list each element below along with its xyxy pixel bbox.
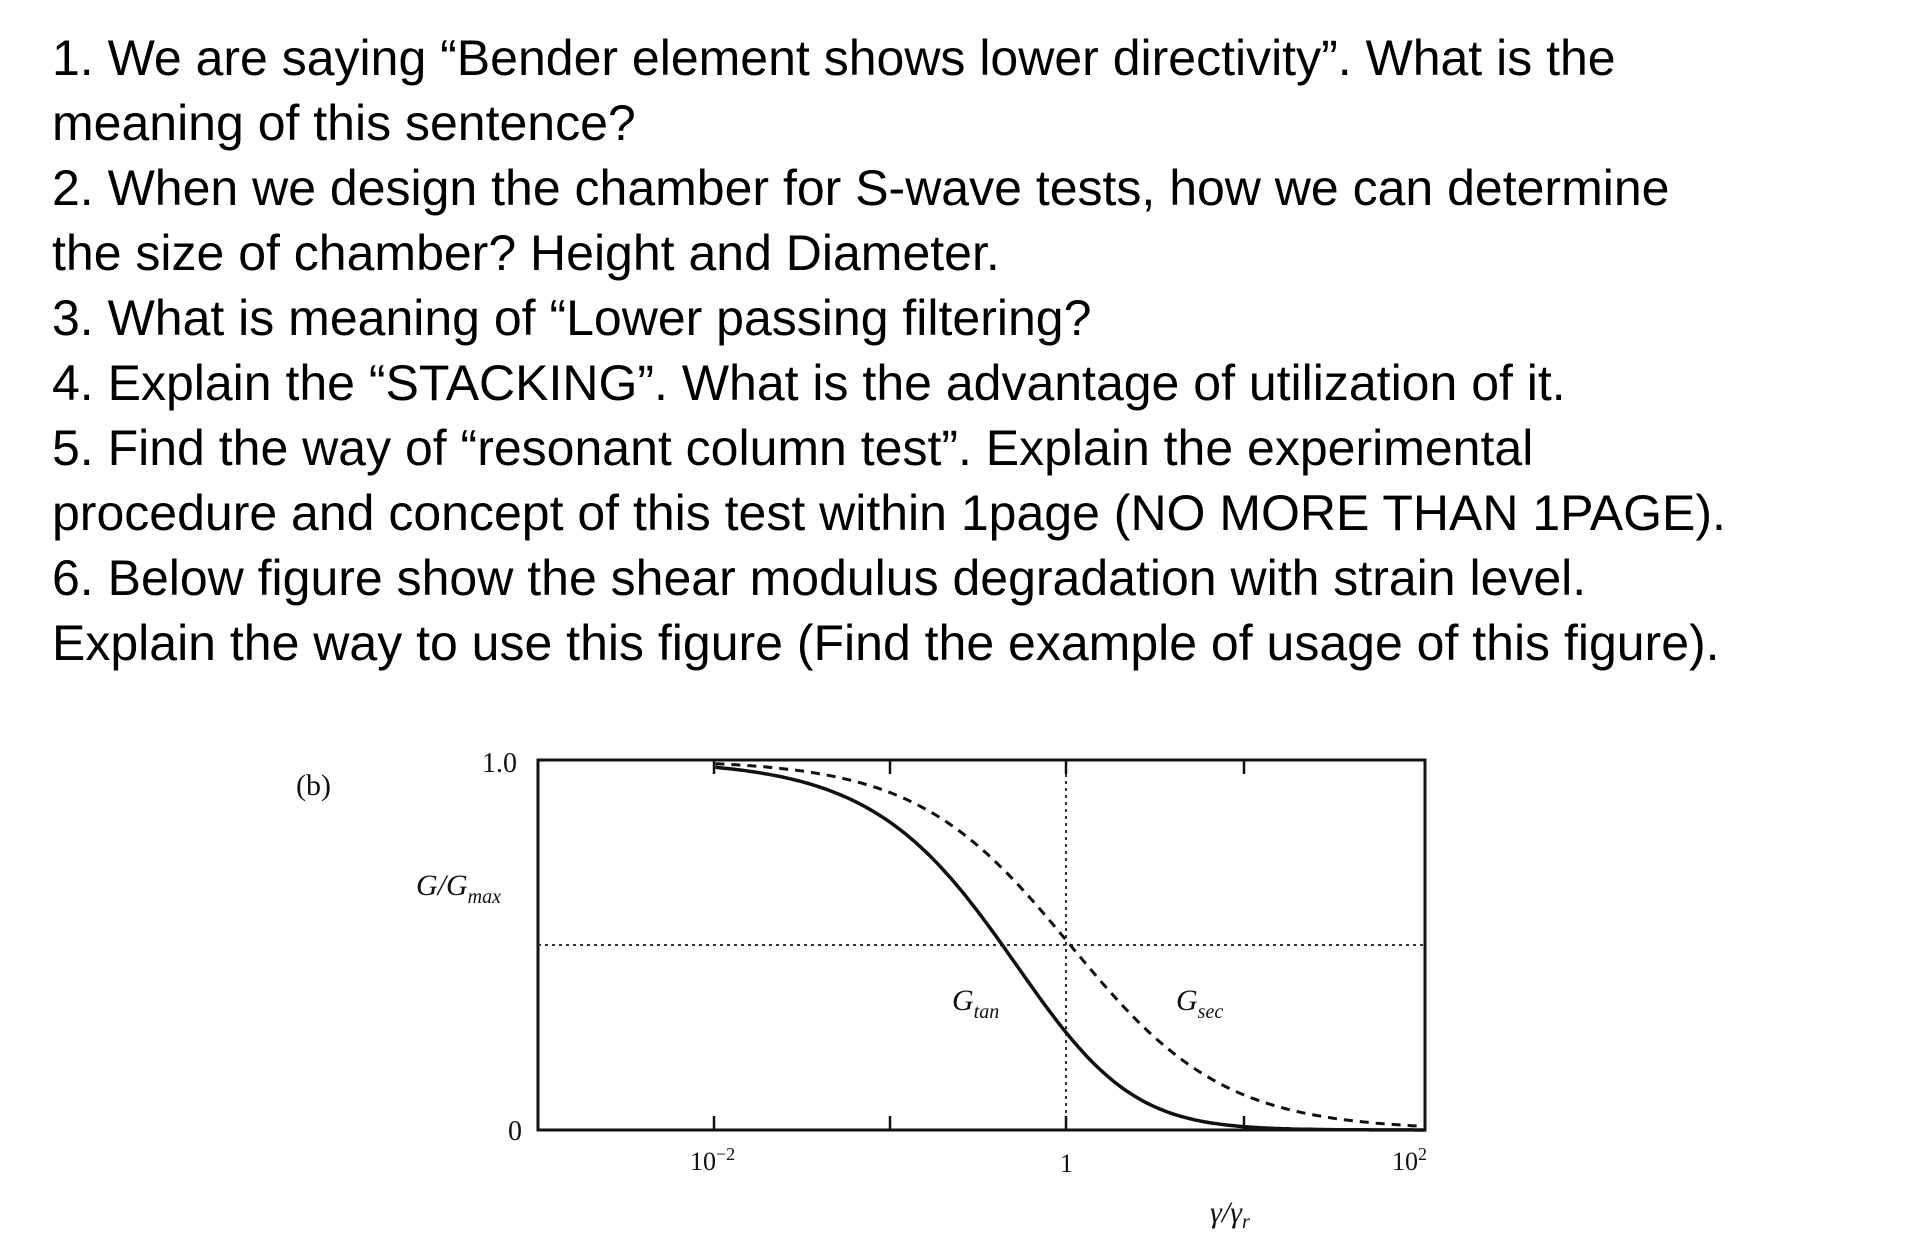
gtan-curve	[715, 767, 1425, 1130]
gsec-label-main: G	[1176, 984, 1198, 1017]
question-5-line-2: procedure and concept of this test within 1page (NO MORE THAN 1PAGE).	[52, 485, 1726, 541]
x-tick-label-3	[1392, 1144, 1427, 1176]
x-tick-label-1-exp: −2	[716, 1144, 736, 1164]
question-3-line-1: 3. What is meaning of “Lower passing filtering?	[52, 290, 1092, 346]
y-tick-label-top: 1.0	[482, 748, 517, 779]
y-tick-label-bottom: 0	[508, 1116, 522, 1147]
x-tick-label-3-base: 10	[1392, 1147, 1418, 1176]
x-tick-label-2	[1060, 1149, 1073, 1178]
question-6-line-2: Explain the way to use this figure (Find the example of usage of this figure).	[52, 615, 1720, 671]
gsec-curve	[715, 764, 1425, 1127]
x-tick-label-3-exp: 2	[1418, 1144, 1427, 1164]
gtan-label-main: G	[952, 984, 974, 1017]
x-tick-label-1	[690, 1144, 735, 1176]
gsec-label-sub: sec	[1197, 1001, 1224, 1023]
y-axis-label-main: G/G	[416, 869, 468, 902]
x-axis-label-sub: r	[1241, 1211, 1250, 1233]
x-tick-label-2-base: 1	[1060, 1149, 1073, 1178]
gsec-label	[1176, 984, 1223, 1023]
question-4-line-1: 4. Explain the “STACKING”. What is the advantage of utilization of it.	[52, 355, 1566, 411]
x-axis-label	[1210, 1196, 1250, 1233]
question-1-line-1: 1. We are saying “Bender element shows lower directivity”. What is the	[52, 30, 1616, 86]
y-axis-label	[416, 869, 501, 908]
y-axis-label-sub: max	[467, 886, 501, 908]
question-2-line-1: 2. When we design the chamber for S-wave tests, how we can determine	[52, 160, 1670, 216]
x-tick-label-1-base: 10	[690, 1147, 716, 1176]
gtan-label	[952, 984, 999, 1023]
gtan-label-sub: tan	[973, 1001, 1000, 1023]
panel-label: (b)	[296, 769, 331, 802]
x-axis-label-main: γ/γ	[1210, 1196, 1242, 1229]
question-2-line-2: the size of chamber? Height and Diameter.	[52, 225, 1000, 281]
question-5-line-1: 5. Find the way of “resonant column test”. Explain the experimental	[52, 420, 1534, 476]
question-6-line-1: 6. Below figure show the shear modulus degradation with strain level.	[52, 550, 1587, 606]
question-1-line-2: meaning of this sentence?	[52, 95, 636, 151]
